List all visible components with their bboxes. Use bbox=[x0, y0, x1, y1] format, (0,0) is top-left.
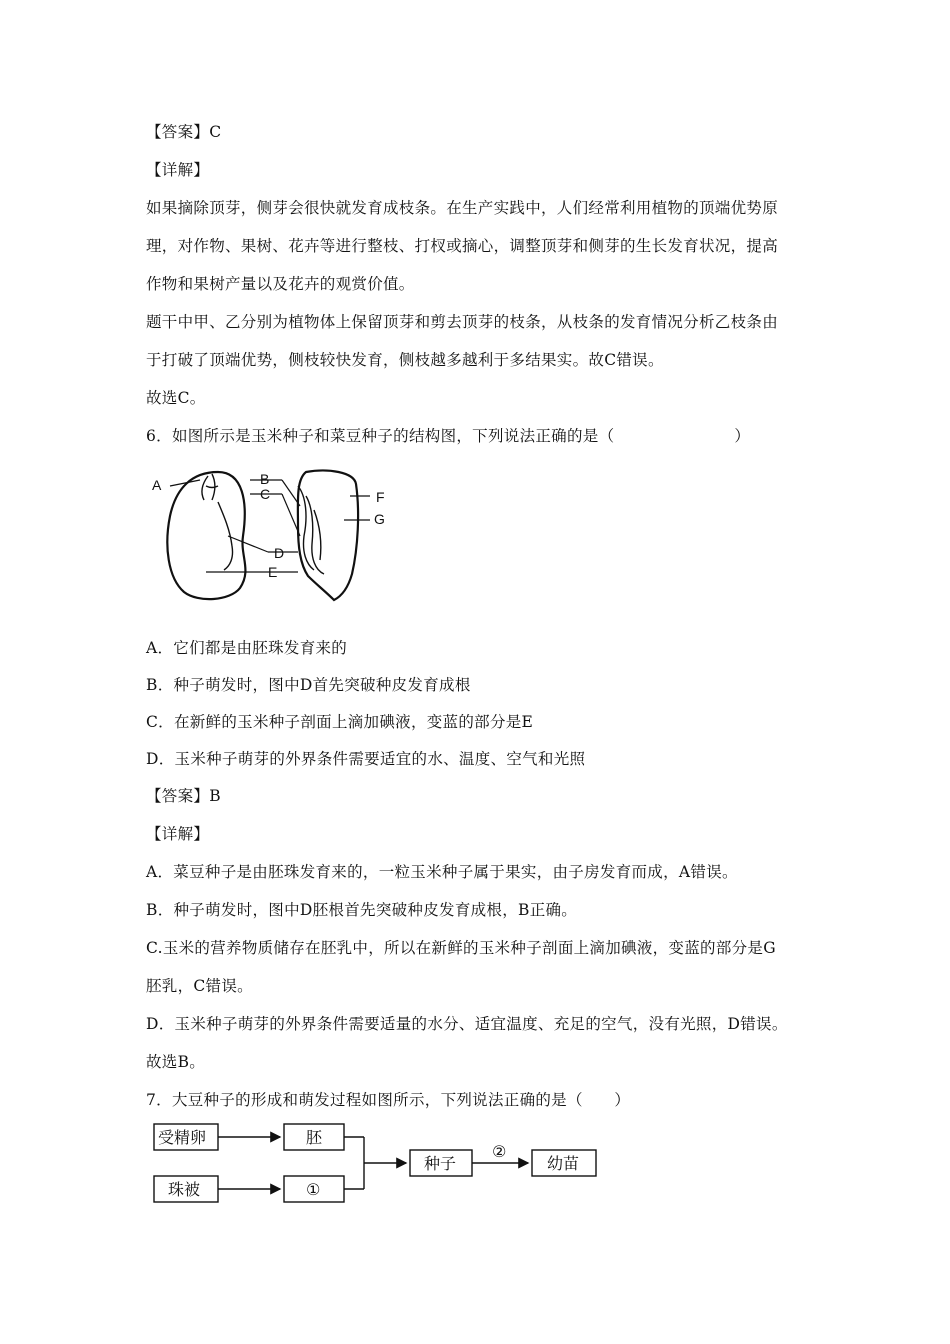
detail-line: D．玉米种子萌芽的外界条件需要适量的水分、适宜温度、充足的空气，没有光照，D错误。 bbox=[146, 1015, 788, 1033]
paragraph-line: 于打破了顶端优势，侧枝较快发育，侧枝越多越利于多结果实。故C错误。 bbox=[146, 351, 664, 369]
question-7-stem: 7．大豆种子的形成和萌发过程如图所示，下列说法正确的是（ ） bbox=[146, 1091, 631, 1109]
option-a: A．它们都是由胚珠发育来的 bbox=[146, 639, 348, 657]
detail-label: 【详解】 bbox=[146, 161, 210, 179]
paragraph-line: 作物和果树产量以及花卉的观赏价值。 bbox=[146, 275, 415, 293]
flow-fertilized-egg: 受精卵 bbox=[158, 1130, 207, 1147]
detail-label: 【详解】 bbox=[146, 825, 210, 843]
flow-seedling: 幼苗 bbox=[547, 1156, 580, 1173]
answer-line: 【答案】B bbox=[146, 787, 221, 805]
figure-label-e: E bbox=[268, 564, 278, 580]
figure-label-a: A bbox=[152, 477, 162, 493]
question-6-stem bbox=[146, 424, 750, 446]
detail-line: B．种子萌发时，图中D胚根首先突破种皮发育成根，B正确。 bbox=[146, 901, 578, 919]
option-c: C．在新鲜的玉米种子剖面上滴加碘液，变蓝的部分是E bbox=[146, 713, 534, 731]
flow-embryo: 胚 bbox=[306, 1130, 323, 1147]
conclusion-line: 故选B。 bbox=[146, 1053, 206, 1071]
paragraph-line: 题干中甲、乙分别为植物体上保留顶芽和剪去顶芽的枝条，从枝条的发育情况分析乙枝条由 bbox=[146, 313, 779, 331]
bean-seed-outline bbox=[167, 472, 245, 599]
option-d: D．玉米种子萌芽的外界条件需要适宜的水、温度、空气和光照 bbox=[146, 750, 586, 768]
figure-label-d: D bbox=[274, 545, 285, 561]
detail-line: A．菜豆种子是由胚珠发育来的，一粒玉米种子属于果实，由子房发育而成，A错误。 bbox=[146, 863, 738, 881]
seed-structure-figure bbox=[148, 466, 398, 606]
paragraph-line: 如果摘除顶芽，侧芽会很快就发育成枝条。在生产实践中，人们经常利用植物的顶端优势原 bbox=[146, 199, 779, 217]
corn-seed-outline bbox=[298, 471, 358, 601]
figure-label-f: F bbox=[376, 489, 385, 505]
flow-step-2: ② bbox=[492, 1144, 507, 1161]
flow-unknown-1: ① bbox=[306, 1182, 321, 1199]
flow-integument: 珠被 bbox=[168, 1182, 201, 1199]
paragraph-line: 理，对作物、果树、花卉等进行整枝、打杈或摘心，调整顶芽和侧芽的生长发育状况，提高 bbox=[146, 237, 779, 255]
seed-formation-flowchart bbox=[148, 1118, 608, 1210]
figure-label-g: G bbox=[374, 511, 385, 527]
figure-label-b: B bbox=[260, 471, 270, 487]
conclusion-line: 故选C。 bbox=[146, 389, 206, 407]
answer-line: 【答案】C bbox=[146, 123, 222, 141]
figure-label-c: C bbox=[260, 486, 271, 502]
detail-line: 胚乳，C错误。 bbox=[146, 977, 253, 995]
flow-seed: 种子 bbox=[424, 1156, 457, 1173]
question-stem-text: 6．如图所示是玉米种子和菜豆种子的结构图，下列说法正确的是（ bbox=[146, 427, 615, 445]
question-stem-close: ） bbox=[734, 427, 751, 445]
option-b: B．种子萌发时，图中D首先突破种皮发育成根 bbox=[146, 676, 471, 694]
detail-line: C.玉米的营养物质储存在胚乳中，所以在新鲜的玉米种子剖面上滴加碘液，变蓝的部分是G bbox=[146, 939, 776, 957]
